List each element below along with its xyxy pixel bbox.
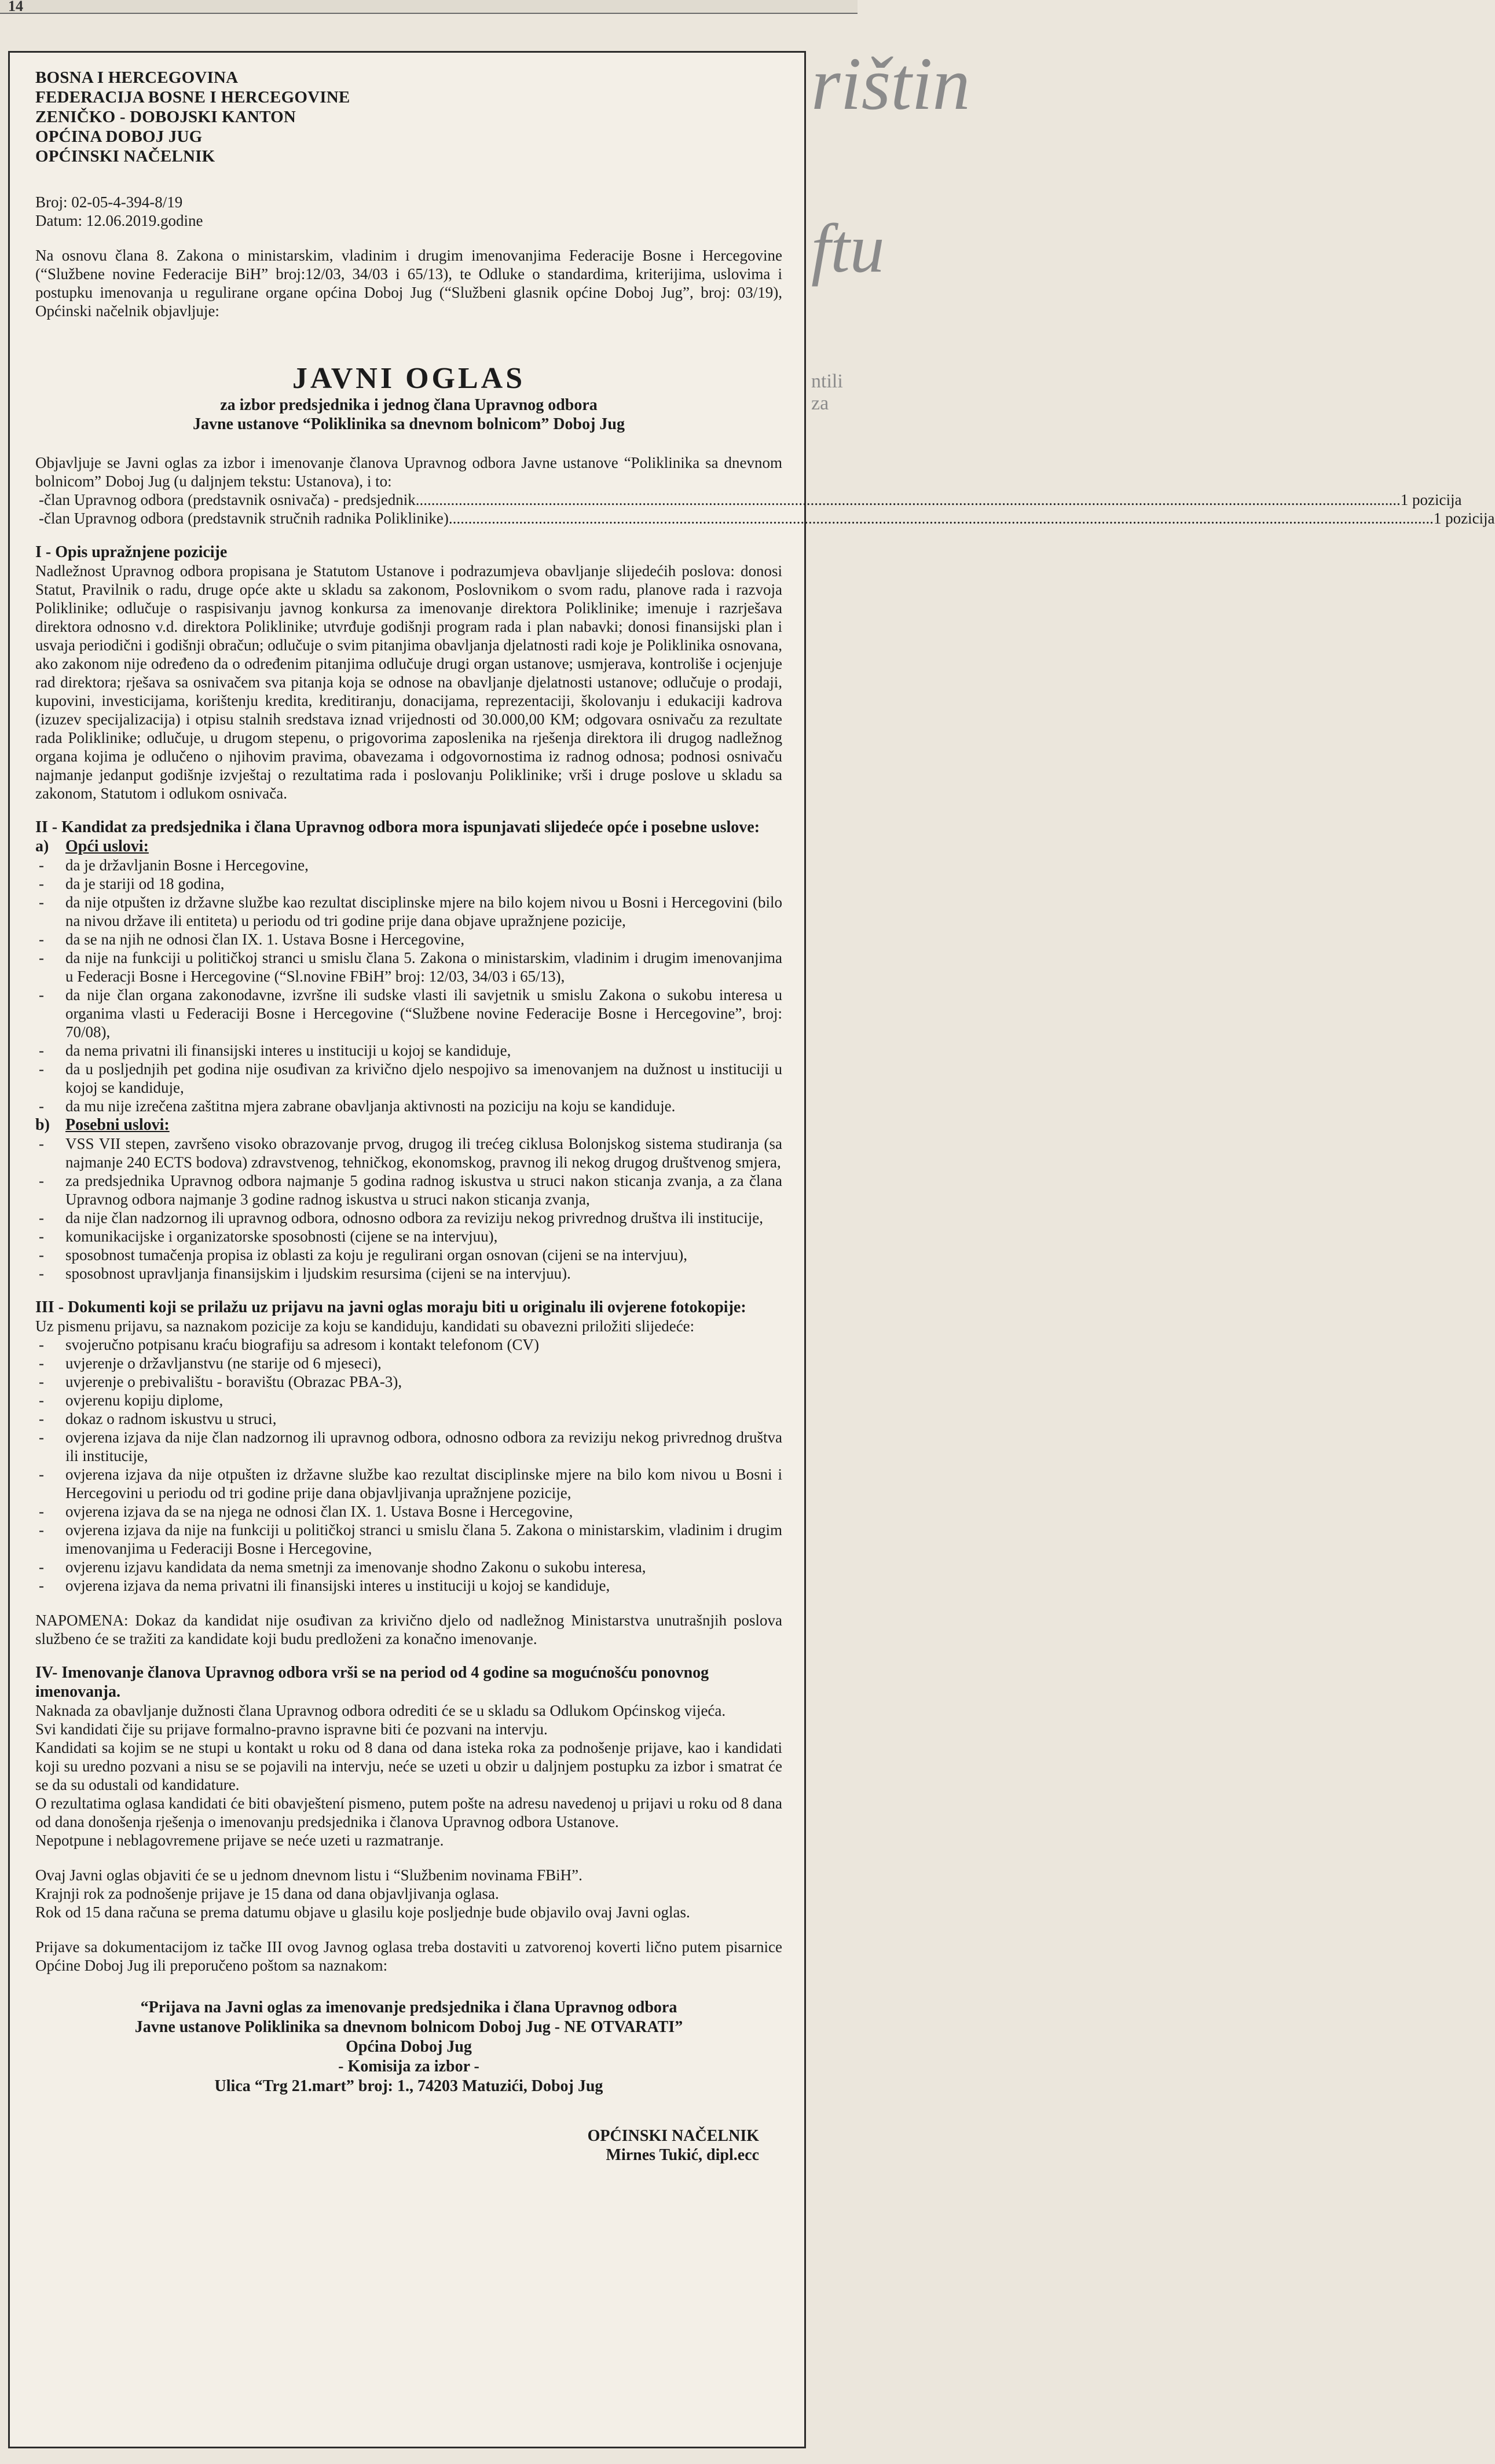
list-item: - ovjerenu izjavu kandidata da nema smetnji za imenovanje shodno Zakonu o sukobu interesa, [39, 1558, 646, 1576]
section-paragraph: Kandidati sa kojim se ne stupi u kontakt u roku od 8 dana od dana isteka roka za podnošenje prijave, kao i kandidati koji su uredno pozvani a nisu se se pojavili na intervju, neće se uzeti u obzir u daljnjem postupku za izbor i smatrat će se da su odustali od kandidature. [35, 1739, 782, 1793]
list-item: - za predsjednika Upravnog odbora najmanje 5 godina radnog iskustva u struci nakon sticanja zvanja, a za člana Upravnog odbora najmanje 3 godine radnog iskustva u struci nakon sticanja zvanja, [39, 1172, 782, 1208]
reference-number: Broj: 02-05-4-394-8/19 [35, 193, 183, 211]
list-item: - da u posljednjih pet godina nije osuđivan za krivično djelo nespojivo sa imenovanjem na dužnost u instituciji u kojoj se kandiduje, [39, 1060, 782, 1096]
signature-block [35, 2126, 782, 2165]
section-i [35, 543, 782, 803]
position-count: 1 pozicija [1433, 510, 1495, 527]
page-top-strip [0, 0, 858, 14]
reference-date: Datum: 12.06.2019.godine [35, 212, 203, 229]
list-item: - uvjerenje o prebivalištu - boravištu (Obrazac PBA-3), [39, 1373, 402, 1390]
list-item: - uvjerenje o državljanstvu (ne starije od 6 mjeseci), [39, 1354, 382, 1372]
general-conditions-label: a) Opći uslovi: [35, 837, 149, 855]
header-line: OPĆINSKI NAČELNIK [35, 147, 215, 166]
legal-basis-paragraph: Na osnovu člana 8. Zakona o ministarskim, vladinim i drugim imenovanjima Federacije Bosne i Hercegovine (“Službene novine Federacije BiH” broj:12/03, 34/03 i 65/13), te Odluke o standardima, kriterijima, uslovima i postupku imenovanja u regulirane organe općina Doboj Jug (“Službeni glasnik općine Doboj Jug”, broj: 03/19), Općinski načelnik objavljuje: [35, 247, 782, 320]
header-line: BOSNA I HERCEGOVINA [35, 68, 239, 87]
position-line: - član Upravnog odbora (predstavnik osnivača) - predsjednik ..... 1 pozicija [35, 490, 782, 509]
envelope-line: Općina Doboj Jug [346, 2038, 472, 2056]
list-item: - da nije član nadzornog ili upravnog odbora, odnosno odbora za reviziju nekog privrednog društva ili institucije, [39, 1209, 763, 1226]
header-line: FEDERACIJA BOSNE I HERCEGOVINE [35, 88, 350, 107]
publication-line: Krajnji rok za podnošenje prijave je 15 dana od dana objavljivanja oglasa. [35, 1885, 499, 1902]
list-item: - ovjerenu kopiju diplome, [39, 1392, 223, 1409]
section-lead: Uz pismenu prijavu, sa naznakom pozicije za koju se kandiduju, kandidati su obavezni priložiti slijedeće: [35, 1317, 695, 1335]
section-paragraph: Nepotpune i neblagovremene prijave se neće uzeti u razmatranje. [35, 1832, 444, 1849]
list-item: - ovjerena izjava da nije na funkciji u političkoj stranci u smislu člana 5. Zakona o ministarskim, vladinim i drugim imenovanjima u Federaciji Bosne i Hercegovine, [39, 1521, 782, 1557]
list-item: - da nema privatni ili finansijski interes u instituciji u kojoj se kandiduje, [39, 1042, 511, 1059]
header-line: OPĆINA DOBOJ JUG [35, 127, 203, 146]
section-iii [35, 1298, 782, 1595]
bleed-text: ntili za [811, 371, 843, 414]
dot-leader [449, 509, 1434, 528]
position-title: član Upravnog odbora (predstavnik stručnih radnika Poliklinike) [44, 510, 449, 527]
envelope-label [35, 1998, 782, 2096]
bleed-text: rištin [811, 42, 970, 126]
section-paragraph: O rezultatima oglasa kandidati će biti obavještení pismeno, putem pošte na adresu navedenoj u prijavi u roku od 8 dana od dana donošenja rješenja o imenovanju predsjednika i članova Upravnog odbora Ustanove. [35, 1795, 782, 1830]
list-item: - dokaz o radnom iskustvu u struci, [39, 1410, 277, 1427]
publication-line: Rok od 15 dana računa se prema datumu objave u glasilu koje posljednje bude objavilo ovaj Javni oglas. [35, 1903, 690, 1921]
bleed-text: ftu [811, 210, 885, 287]
section-heading: IV- Imenovanje članova Upravnog odbora vrši se na period od 4 godine sa mogućnošću ponovnog imenovanja. [35, 1664, 709, 1701]
list-item: - ovjerena izjava da se na njega ne odnosi član IX. 1. Ustava Bosne i Hercegovine, [39, 1503, 573, 1520]
position-count: 1 pozicija [1400, 491, 1462, 508]
envelope-line: Javne ustanove Poliklinika sa dnevnom bolnicom Doboj Jug - NE OTVARATI” [134, 2018, 683, 2036]
list-item: - da je stariji od 18 godina, [39, 875, 225, 892]
general-conditions-list [35, 856, 782, 1115]
notice-subtitle: za izbor predsjednika i jednog člana Upravnog odbora [220, 396, 598, 414]
list-item: - sposobnost tumačenja propisa iz oblasti za koju je regulirani organ osnovan (cijeni se na intervjuu), [39, 1246, 687, 1264]
list-item: - da nije otpušten iz državne službe kao rezultat disciplinske mjere na bilo kojem nivou u Bosni i Hercegovini (bilo na nivou države ili entiteta) u periodu od tri godine prije dana objave upražnjene pozicije, [39, 894, 782, 929]
list-item: - sposobnost upravljanja finansijskim i ljudskim resursima (cijeni se na intervjuu). [39, 1265, 571, 1282]
special-conditions-list [35, 1134, 782, 1283]
authority-header [35, 68, 782, 166]
list-item: - svojeručno potpisanu kraću biografiju sa adresom i kontakt telefonom (CV) [39, 1336, 540, 1353]
list-item: - da je državljanin Bosne i Hercegovine, [39, 856, 309, 874]
list-item: - ovjerena izjava da nema privatni ili finansijski interes u instituciji u kojoj se kandiduje, [39, 1577, 610, 1594]
note-paragraph: NAPOMENA: Dokaz da kandidat nije osuđivan za krivično djelo od nadležnog Ministarstva unutrašnjih poslova službeno će se tražiti za kandidate koji budu predloženi za konačno imenovanje. [35, 1612, 782, 1647]
list-item: - da se na njih ne odnosi član IX. 1. Ustava Bosne i Hercegovine, [39, 931, 465, 948]
section-heading: I - Opis upražnjene pozicije [35, 543, 228, 561]
section-paragraph: Svi kandidati čije su prijave formalno-pravno ispravne biti će pozvani na intervju. [35, 1720, 548, 1738]
envelope-line: - Komisija za izbor - [338, 2057, 479, 2075]
dot-leader [416, 490, 1401, 509]
notice-subtitle: Javne ustanove “Poliklinika sa dnevnom bolnicom” Doboj Jug [192, 415, 625, 433]
header-line: ZENIČKO - DOBOJSKI KANTON [35, 108, 296, 126]
envelope-line: Ulica “Trg 21.mart” broj: 1., 74203 Matuzići, Doboj Jug [214, 2077, 603, 2095]
adjacent-article-bleed [811, 35, 970, 414]
list-item: - da nije na funkciji u političkoj stranci u smislu člana 5. Zakona o ministarskim, vladinim i drugim imenovanjima u Federacji Bosne i Hercegovine (“Sl.novine FBiH” broj: 12/03, 34/03 i 65/13), [39, 949, 782, 985]
section-paragraph: Naknada za obavljanje dužnosti člana Upravnog odbora odrediti će se u skladu sa Odlukom Općinskog vijeća. [35, 1702, 726, 1719]
page-number: 14 [8, 0, 23, 14]
list-item: - ovjerena izjava da nije član nadzornog ili upravnog odbora, odnosno odbora za reviziju nekog privrednog društva ili institucije, [39, 1429, 782, 1465]
list-item: - ovjerena izjava da nije otpušten iz državne službe kao rezultat disciplinske mjere na bilo kom nivou u Bosni i Hercegovini u periodu od tri godine prije dana objavljivanja upražnjene pozicije, [39, 1466, 782, 1502]
section-ii [35, 818, 782, 1283]
publication-block [35, 1866, 782, 1921]
section-iv [35, 1663, 782, 1850]
announcement-paragraph: Objavljuje se Javni oglas za izbor i imenovanje članova Upravnog odbora Javne ustanove “Poliklinika sa dnevnom bolnicom” Doboj Jug (u daljnjem tekstu: Ustanova), i to: [35, 454, 782, 490]
signatory-name: Mirnes Tukić, dipl.ecc [606, 2146, 759, 2164]
notice-title: JAVNI OGLAS [292, 362, 526, 395]
publication-line: Ovaj Javni oglas objaviti će se u jednom dnevnom listu i “Službenim novinama FBiH”. [35, 1866, 582, 1884]
special-conditions-label: b) Posebni uslovi: [35, 1116, 170, 1134]
section-heading: III - Dokumenti koji se prilažu uz prijavu na javni oglas moraju biti u originalu ili ovjerene fotokopije: [35, 1298, 746, 1316]
documents-list [35, 1335, 782, 1595]
delivery-paragraph: Prijave sa dokumentacijom iz tačke III ovog Javnog oglasa treba dostaviti u zatvorenoj koverti lično putem pisarnice Općine Doboj Jug ili preporučeno poštom sa naznakom: [35, 1938, 782, 1974]
position-title: član Upravnog odbora (predstavnik osnivača) - predsjednik [44, 491, 416, 508]
position-line: - član Upravnog odbora (predstavnik stručnih radnika Poliklinike) ..... 1 pozicija [35, 509, 782, 528]
list-item: - komunikacijske i organizatorske sposobnosti (cijene se na intervjuu), [39, 1228, 498, 1245]
envelope-line: “Prijava na Javni oglas za imenovanje predsjednika i člana Upravnog odbora [140, 1998, 677, 2016]
list-item: - da nije član organa zakonodavne, izvršne ili sudske vlasti ili savjetnik u smislu Zakona o sukobu interesa u organima vlasti u Federaciji Bosne i Hercegovine (“Službene novine Federacije Bosne i Hercegovine”, broj: 70/08), [39, 986, 782, 1041]
list-item: - VSS VII stepen, završeno visoko obrazovanje prvog, drugog ili trećeg ciklusa Bolonjskog sistema studiranja (sa najmanje 240 ECTS bodova) zdravstvenog, tehničkog, ekonomskog, pravnog ili nekog drugog društvenog smjera, [39, 1135, 782, 1171]
signatory-title: OPĆINSKI NAČELNIK [587, 2127, 759, 2145]
section-body: Nadležnost Upravnog odbora propisana je Statutom Ustanove i podrazumjeva obavljanje slijedećih poslova: donosi Statut, Pravilnik o radu, druge opće akte u skladu sa zakonom, Poslovnikom o svom radu, planove rada i razvoja Poliklinike; odlučuje o raspisivanju javnog konkursa za imenovanje direktora Poliklinike; imenuje i razrješava direktora odnosno v.d. direktora Poliklinike; utvrđuje godišnji program rada i plan nabavki; donosi finansijski plan i usvaja periodični i godišnji obračun; odlučuje o svim pitanjima obavljanja djelatnosti radi koje je Poliklinika osnovana, ako zakonom nije određeno da o određenim pitanjima odlučuje drugi organ ustanove; usmjerava, kontroliše i ocjenjuje rad direktora; rješava sa osnivačem sva pitanja koja se odnose na obavljanje djelatnosti ustanove; odlučuje o prodaji, kupovini, investicijama, korištenju kredita, kreditiranju, donacijama, reprezentaciji, školovanju i edukaciji kadrova (izuzev specijalizacija) i otpisu stalnih sredstava iznad vrijednosti od 30.000,00 KM; odgovara osnivaču za rezultate rada Poliklinike; odlučuje, u drugom stepenu, o prigovorima zaposlenika na rješenja direktora ili drugog nadležnog organa kojima je odlučeno o njihovim pravima, obavezama i odgovornostima iz radnog odnosa; podnosi osnivaču najmanje jedanput godišnje izvještaj o rezultatima rada i poslovanju Poliklinike; vrši i druge poslove u skladu sa zakonom, Statutom i odlukom osnivača. [35, 562, 782, 802]
section-heading: II - Kandidat za predsjednika i člana Upravnog odbora mora ispunjavati slijedeće opće i posebne uslove: [35, 818, 760, 836]
list-item: - da mu nije izrečena zaštitna mjera zabrane obavljanja aktivnosti na poziciju na koju se kandiduje. [39, 1097, 676, 1115]
reference-block [35, 193, 782, 230]
